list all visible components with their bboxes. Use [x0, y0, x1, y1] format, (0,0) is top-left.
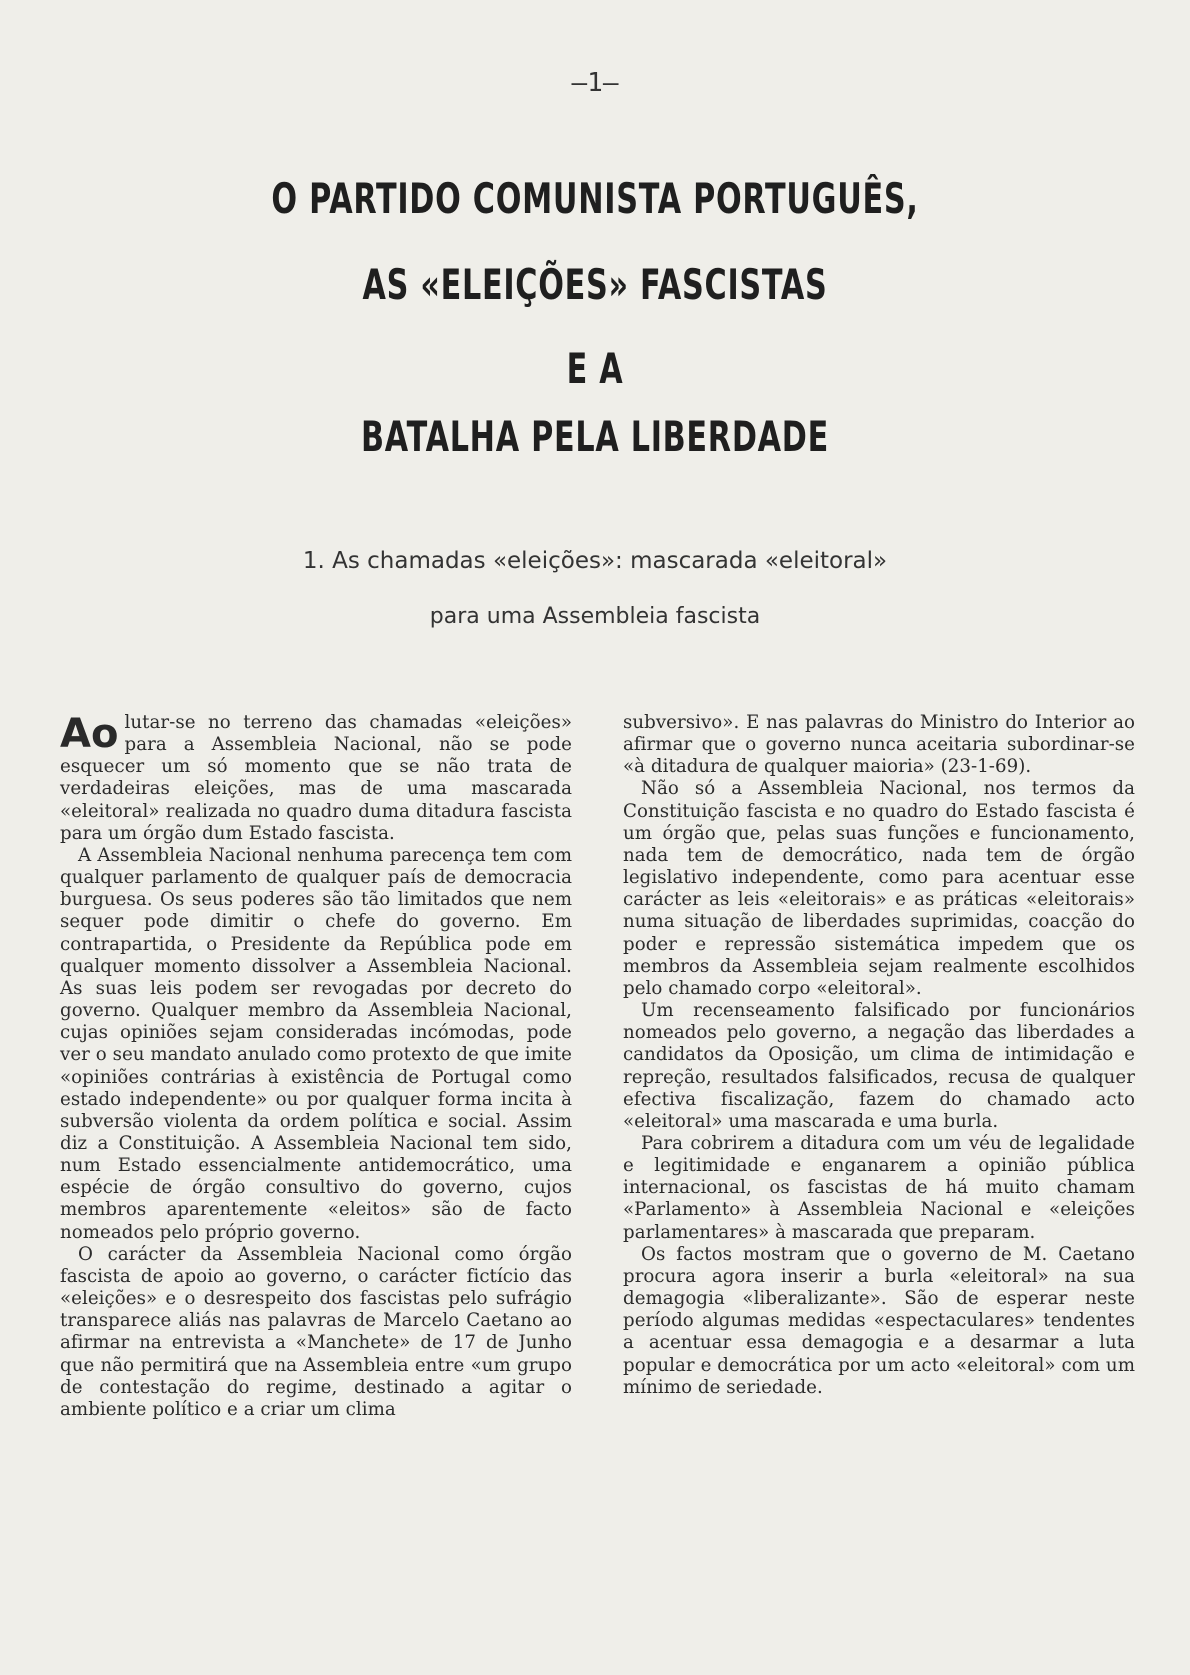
section-heading-line-1: 1. As chamadas «eleições»: mascarada «eleitoral» — [302, 548, 888, 574]
paragraph: Não só a Assembleia Nacional, nos termos da Constituição fascista e no quadro do Estado fascista é um órgão que, pelas suas funções e funcionamento, nada tem de democrático, nada tem de órgão legislativo independente, como para acentuar esse carácter as leis «eleitorais» e as práticas «eleitorais» numa situação de liberdades suprimidas, coacção do poder e repressão sistemática impedem que os membros da Assembleia sejam realmente escolhidos pelo chamado corpo «eleitoral». — [623, 778, 1135, 999]
paragraph: Os factos mostram que o governo de M. Caetano procura agora inserir a burla «eleitoral» na sua demagogia «liberalizante». São de esperar neste período algumas medidas «espectaculares» tendentes a acentuar essa demagogia e a desarmar a luta popular e democrática por um acto «eleitoral» com um mínimo de seriedade. — [623, 1243, 1135, 1398]
title-line-4: BATALHA PELA LIBERDADE — [361, 412, 829, 461]
paragraph: O carácter da Assembleia Nacional como órgão fascista de apoio ao governo, o carácter fictício das «eleições» e o desrespeito dos fascistas pelo sufrágio transparece aliás nas palavras de Marcelo Caetano ao afirmar na entrevista a «Manchete» de 17 de Junho que não permitirá que na Assembleia entre «um grupo de contestação do regime, destinado a agitar o ambiente político e a criar um clima — [60, 1243, 572, 1420]
paragraph: subversivo». E nas palavras do Ministro do Interior ao afirmar que o governo nunca aceitaria subordinar-se «à ditadura de qualquer maioria» (23-1-69). — [623, 712, 1135, 778]
title-line-3: E A — [566, 344, 624, 393]
paragraph: A Assembleia Nacional nenhuma parecença tem com qualquer parlamento de qualquer país de democracia burguesa. Os seus poderes são tão limitados que nem sequer pode dimitir o chefe do governo. Em contrapartida, o Presidente da República pode em qualquer momento dissolver a Assembleia Nacional. As suas leis podem ser revogadas por decreto do governo. Qualquer membro da Assembleia Nacional, cujas opiniões sejam consideradas incómodas, pode ver o seu mandato anulado como protexto de que imite «opiniões contrárias à existência de Portugal como estado independente» ou por qualquer forma incita à subversão violenta da ordem política e social. Assim diz a Constituição. A Assembleia Nacional tem sido, num Estado essencialmente antidemocrático, uma espécie de órgão consultivo do governo, cujos membros aparentemente «eleitos» são de facto nomeados pelo próprio governo. — [60, 844, 572, 1243]
page-number: —1— — [571, 68, 619, 98]
title-line-2: AS «ELEIÇÕES» FASCISTAS — [362, 260, 828, 309]
paragraph: Para cobrirem a ditadura com um véu de legalidade e legitimidade e enganarem a opinião pública internacional, os fascistas de há muito chamam «Parlamento» à Assembleia Nacional e «eleições parlamentares» à mascarada que preparam. — [623, 1132, 1135, 1243]
left-column — [60, 712, 572, 1421]
paragraph-text: lutar-se no terreno das chamadas «eleições» para a Assembleia Nacional, não se pode esquecer um só momento que se não trata de verdadeiras eleições, mas de uma mascarada «eleitoral» realizada no quadro duma ditadura fascista para um órgão dum Estado fascista. — [60, 712, 572, 844]
drop-cap: Ao — [60, 711, 119, 757]
paragraph — [60, 712, 572, 845]
section-heading-line-2: para uma Assembleia fascista — [429, 604, 761, 629]
paragraph: Um recenseamento falsificado por funcionários nomeados pelo governo, a negação das liberdades a candidatos da Oposição, um clima de intimidação e repreção, resultados falsificados, recusa de qualquer efectiva fiscalização, fazem do chamado acto «eleitoral» uma mascarada e uma burla. — [623, 1000, 1135, 1132]
body-columns — [60, 712, 1135, 1421]
title-line-1: O PARTIDO COMUNISTA PORTUGUÊS, — [271, 174, 919, 223]
right-column — [623, 712, 1135, 1421]
